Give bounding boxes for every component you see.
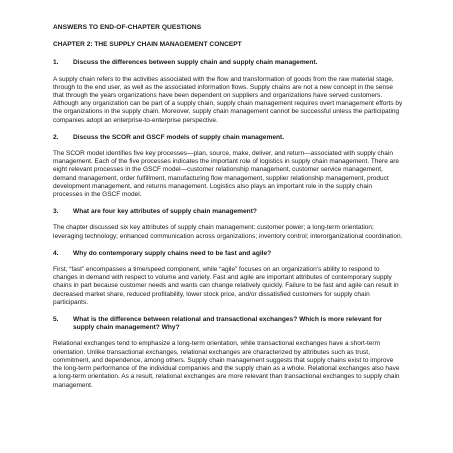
question-text: What are four key attributes of supply chain management? (73, 208, 257, 216)
question-1 (53, 59, 403, 67)
question-5 (53, 316, 403, 332)
chapter-heading: CHAPTER 2: THE SUPPLY CHAIN MANAGEMENT CONCEPT (53, 41, 242, 49)
question-text: What is the difference between relational and transactional exchanges? Which is more relevant for supply chain management? Why? (73, 316, 382, 332)
answer-4: First, “fast” encompasses a time/speed component, while “agile” focuses on an organization’s ability to respond to changes in demand with respect to volume and variety. Fast and agile are important attributes of contemporary supply chains in part because customer needs and wants can change relatively quickly. Failure to be fast and agile can result in decreased market share, reduced profitability, lower stock price, and/or dissatisfied customers for supply chain participants. (53, 266, 399, 306)
document-heading: ANSWERS TO END-OF-CHAPTER QUESTIONS (53, 24, 202, 31)
question-3 (53, 208, 403, 216)
answer-1: A supply chain refers to the activities associated with the flow and transformation of goods from the raw material stage, through to the end user, as well as the associated information flows. Supply chains are not a new concept in the sense that through the years organizations have been dependent on suppliers and organizations have served customers. Although any organization can be part of a supply chain, supply chain management requires overt management efforts by the organizations in the supply chain. Moreover, supply chain management cannot be successful unless the participating companies adopt an enterprise-to-enterprise perspective. (53, 75, 403, 124)
answer-3: The chapter discussed six key attributes of supply chain management: customer power; a long-term orientation; leveraging technology; enhanced communication across organizations; inventory control; interorganizational coordination. (53, 224, 403, 240)
question-number: 3. (53, 208, 59, 216)
question-number: 5. (53, 316, 59, 324)
question-text: Discuss the SCOR and GSCF models of supply chain management. (73, 133, 285, 141)
question-number: 4. (53, 249, 59, 257)
question-text: Discuss the differences between supply chain and supply chain management. (73, 59, 318, 67)
question-2 (53, 134, 403, 142)
question-number: 2. (53, 133, 59, 141)
question-4 (53, 250, 403, 258)
answer-2: The SCOR model identifies five key processes—plan, source, make, deliver, and return—associated with supply chain management. Each of the five processes indicates the important role of logistics in supply chain management. There are eight relevant processes in the GSCF model—customer relationship management, customer service management, demand management, order fulfillment, manufacturing flow management, supplier relationship management, product development management, and returns management. Logistics also plays an important role in the supply chain processes in the GSCF model. (53, 150, 400, 199)
question-text: Why do contemporary supply chains need to be fast and agile? (73, 249, 272, 257)
answer-5: Relational exchanges tend to emphasize a long-term orientation, while transactional exchanges have a short-term orientation. Unlike transactional exchanges, relational exchanges are characterized by attributes such as trust, commitment, and dependence, among others. Supply chain management suggests that supply chains exist to improve the long-term performance of the individual companies and the supply chain as a whole. Relational exchanges also have a long-term orientation. As a result, relational exchanges are more relevant than transactional exchanges to supply chain management. (53, 340, 400, 389)
question-number: 1. (53, 59, 59, 67)
